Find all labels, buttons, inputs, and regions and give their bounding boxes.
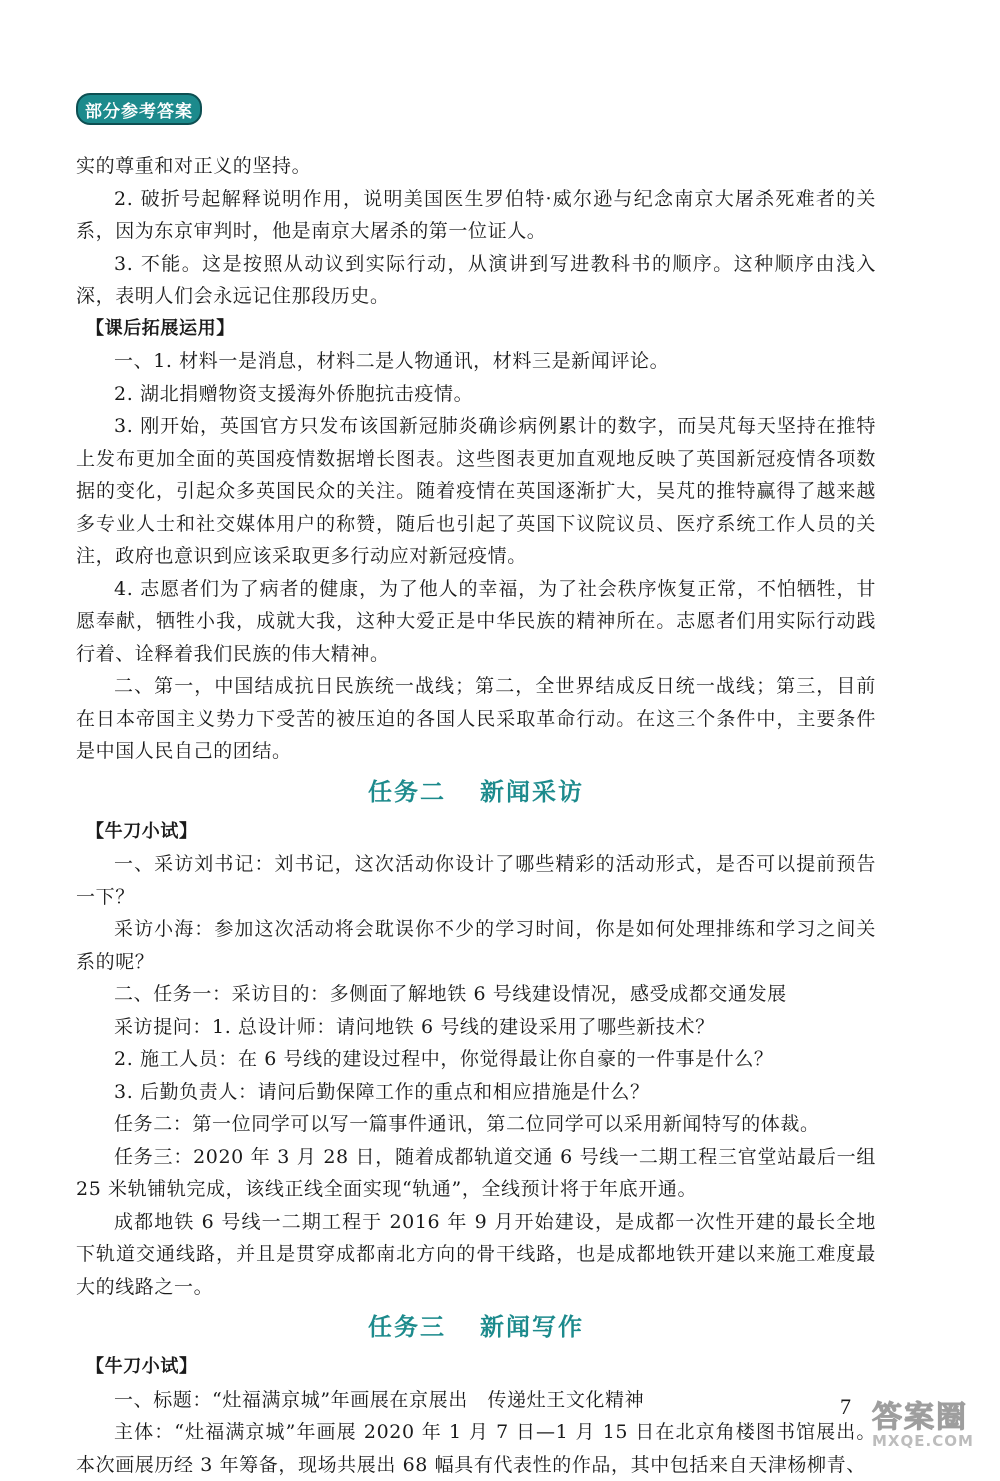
section-label-practice: 【牛刀小试】 (86, 1356, 198, 1377)
paragraph: 3. 后勤负责人：请问后勤保障工作的重点和相应措施是什么？ (114, 1080, 650, 1103)
paragraph: 实的尊重和对正义的坚持。 (76, 155, 312, 177)
task-two-heading (76, 768, 876, 816)
watermark-url: MXQE.COM (872, 1432, 974, 1450)
paragraph: 3. 不能。这是按照从动议到实际行动，从演讲到写进教科书的顺序。这种顺序由浅入深，表明人们会永远记住那段历史。 (76, 252, 876, 307)
paragraph: 一、采访刘书记：刘书记，这次活动你设计了哪些精彩的活动形式，是否可以提前预告一下？ (76, 853, 876, 908)
paragraph: 主体：“灶福满京城”年画展 2020 年 1 月 7 日—1 月 15 日在北京角楼图书馆展出。本次画展历经 3 年筹备，现场共展出 68 幅具有代表性的作品，其中包括来自天津杨柳青、 (76, 1421, 876, 1476)
watermark-glyphs: 答案圈 (872, 1400, 968, 1435)
paragraph: 一、标题：“灶福满京城”年画展在京展出 传递灶王文化精神 (114, 1388, 645, 1411)
paragraph: 任务二：第一位同学可以写一篇事件通讯，第二位同学可以采用新闻特写的体裁。 (114, 1113, 820, 1135)
paragraph: 2. 湖北捐赠物资支援海外侨胞抗击疫情。 (114, 382, 474, 405)
paragraph: 一、1. 材料一是消息，材料二是人物通讯，材料三是新闻评论。 (114, 350, 670, 372)
paragraph: 二、任务一：采访目的：多侧面了解地铁 6 号线建设情况，感受成都交通发展 (114, 983, 787, 1005)
page-content (76, 150, 876, 1481)
paragraph: 3. 刚开始，英国官方只发布该国新冠肺炎确诊病例累计的数字，而吴芃每天坚持在推特上发布更加全面的英国疫情数据增长图表。这些图表更加直观地反映了英国新冠疫情各项数据的变化，引起众多英国民众的关注。随着疫情在英国逐渐扩大，吴芃的推特赢得了越来越多专业人士和社交媒体用户的称赞，随后也引起了英国下议院议员、医疗系统工作人员的关注，政府也意识到应该采取更多行动应对新冠疫情。 (76, 415, 876, 567)
section-label-practice: 【牛刀小试】 (86, 820, 198, 842)
paragraph: 4. 志愿者们为了病者的健康，为了他人的幸福，为了社会秩序恢复正常，不怕牺牲，甘愿奉献，牺牲小我，成就大我，这种大爱正是中华民族的精神所在。志愿者们用实际行动践行着、诠释着我们民族的伟大精神。 (76, 577, 876, 665)
answer-key-badge: 部分参考答案 (76, 93, 202, 125)
paragraph: 任务三：2020 年 3 月 28 日，随着成都轨道交通 6 号线一二期工程三官堂站最后一组 25 米轨铺轨完成，该线正线全面实现“轨通”，全线预计将于年底开通。 (76, 1145, 876, 1200)
task-three-title: 新闻写作 (480, 1313, 584, 1341)
paragraph: 成都地铁 6 号线一二期工程于 2016 年 9 月开始建设，是成都一次性开建的最长全地下轨道交通线路，并且是贯穿成都南北方向的骨干线路，也是成都地铁开建以来施工难度最大的线路之一。 (76, 1210, 876, 1298)
paragraph: 采访小海：参加这次活动将会耽误你不少的学习时间，你是如何处理排练和学习之间关系的呢？ (76, 918, 876, 973)
paragraph: 二、第一，中国结成抗日民族统一战线；第二，全世界结成反日统一战线；第三，目前在日本帝国主义势力下受苦的被压迫的各国人民采取革命行动。在这三个条件中，主要条件是中国人民自己的团结。 (76, 675, 876, 762)
task-two-title: 新闻采访 (480, 777, 584, 806)
paragraph: 2. 破折号起解释说明作用，说明美国医生罗伯特·威尔逊与纪念南京大屠杀死难者的关系，因为东京审判时，他是南京大屠杀的第一位证人。 (76, 187, 876, 242)
watermark-logo (872, 1392, 982, 1450)
paragraph: 2. 施工人员：在 6 号线的建设过程中，你觉得最让你自豪的一件事是什么？ (114, 1048, 774, 1070)
task-two-number: 任务二 (368, 777, 446, 806)
paragraph: 采访提问：1. 总设计师：请问地铁 6 号线的建设采用了哪些新技术？ (114, 1015, 715, 1038)
section-label-extension: 【课后拓展运用】 (86, 317, 235, 339)
page-number: 7 (840, 1394, 851, 1419)
task-three-heading (76, 1303, 876, 1351)
task-three-number: 任务三 (368, 1313, 446, 1341)
